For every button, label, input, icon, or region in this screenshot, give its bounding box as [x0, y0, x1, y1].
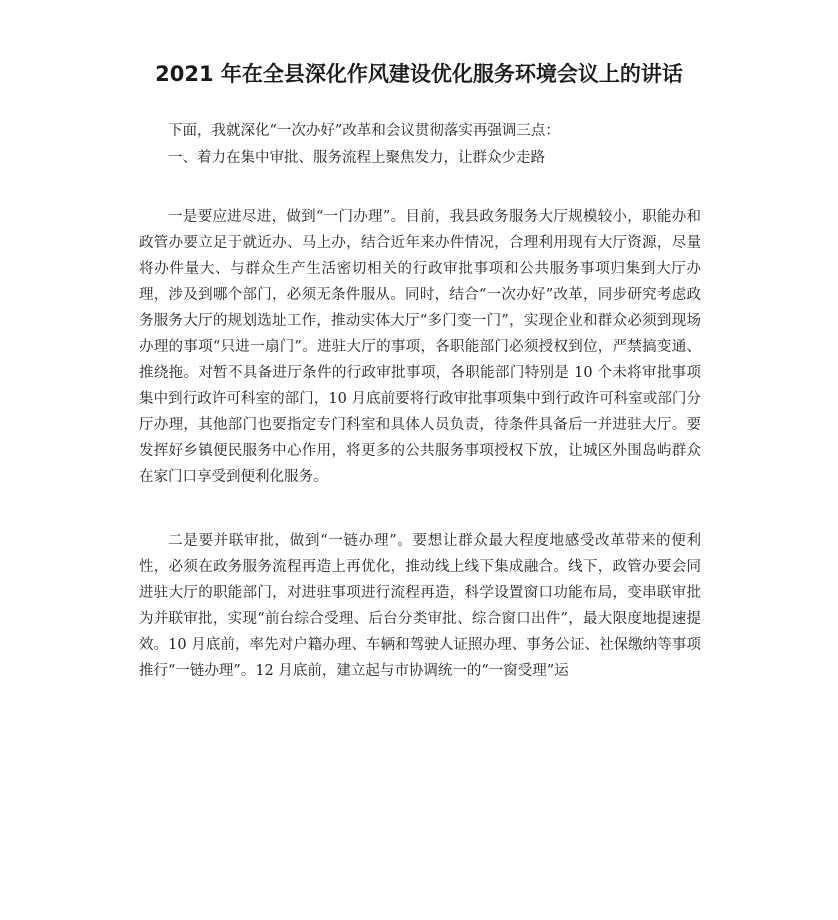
body-paragraph-2 — [139, 528, 701, 684]
body-paragraph-2-text: 二是要并联审批，做到“一链办理”。要想让群众最大程度地感受改革带来的便利性，必须在政务服务流程再造上再优化，推动线上线下集成融合。线下，政管办要会同进驻大厅的职能部门，对进驻事项进行流程再造，科学设置窗口功能布局，变串联审批为并联审批，实现“前台综合受理、后台分类审批、综合窗口出件”，最大限度地提速提效。10 月底前，率先对户籍办理、车辆和驾驶人证照办理、事务公证、社保缴纳等事项推行“一链办理”。12 月底前，建立起与市协调统一的“一窗受理”运 — [139, 533, 701, 679]
body-paragraph-1 — [139, 204, 701, 490]
section-heading-1-text: 一、着力在集中审批、服务流程上聚焦发力，让群众少走路 — [168, 150, 545, 166]
intro-paragraph — [139, 118, 701, 144]
intro-text: 下面，我就深化“一次办好”改革和会议贯彻落实再强调三点： — [168, 123, 560, 139]
document-title: 2021 年在全县深化作风建设优化服务环境会议上的讲话 — [155, 62, 683, 86]
body-paragraph-1-text: 一是要应进尽进，做到“一门办理”。目前，我县政务服务大厅规模较小，职能办和政管办要立足于就近办、马上办，结合近年来办件情况，合理利用现有大厅资源，尽量将办件量大、与群众生产生活密切相关的行政审批事项和公共服务事项归集到大厅办理，涉及到哪个部门，必须无条件服从。同时，结合“一次办好”改革，同步研究考虑政务服务大厅的规划选址工作，推动实体大厅“多门变一门”，实现企业和群众必须到现场办理的事项“只进一扇门”。进驻大厅的事项，各职能部门必须授权到位，严禁搞变通、推绕拖。对暂不具备进厅条件的行政审批事项，各职能部门特别是 10 个未将审批事项集中到行政许可科室的部门，10 月底前要将行政审批事项集中到行政许可科室或部门分厅办理，其他部门也要指定专门科室和具体人员负责，待条件具备后一并进驻大厅。要发挥好乡镇便民服务中心作用，将更多的公共服务事项授权下放，让城区外围岛屿群众在家门口享受到便利化服务。 — [139, 209, 701, 485]
section-heading-1 — [139, 145, 701, 171]
